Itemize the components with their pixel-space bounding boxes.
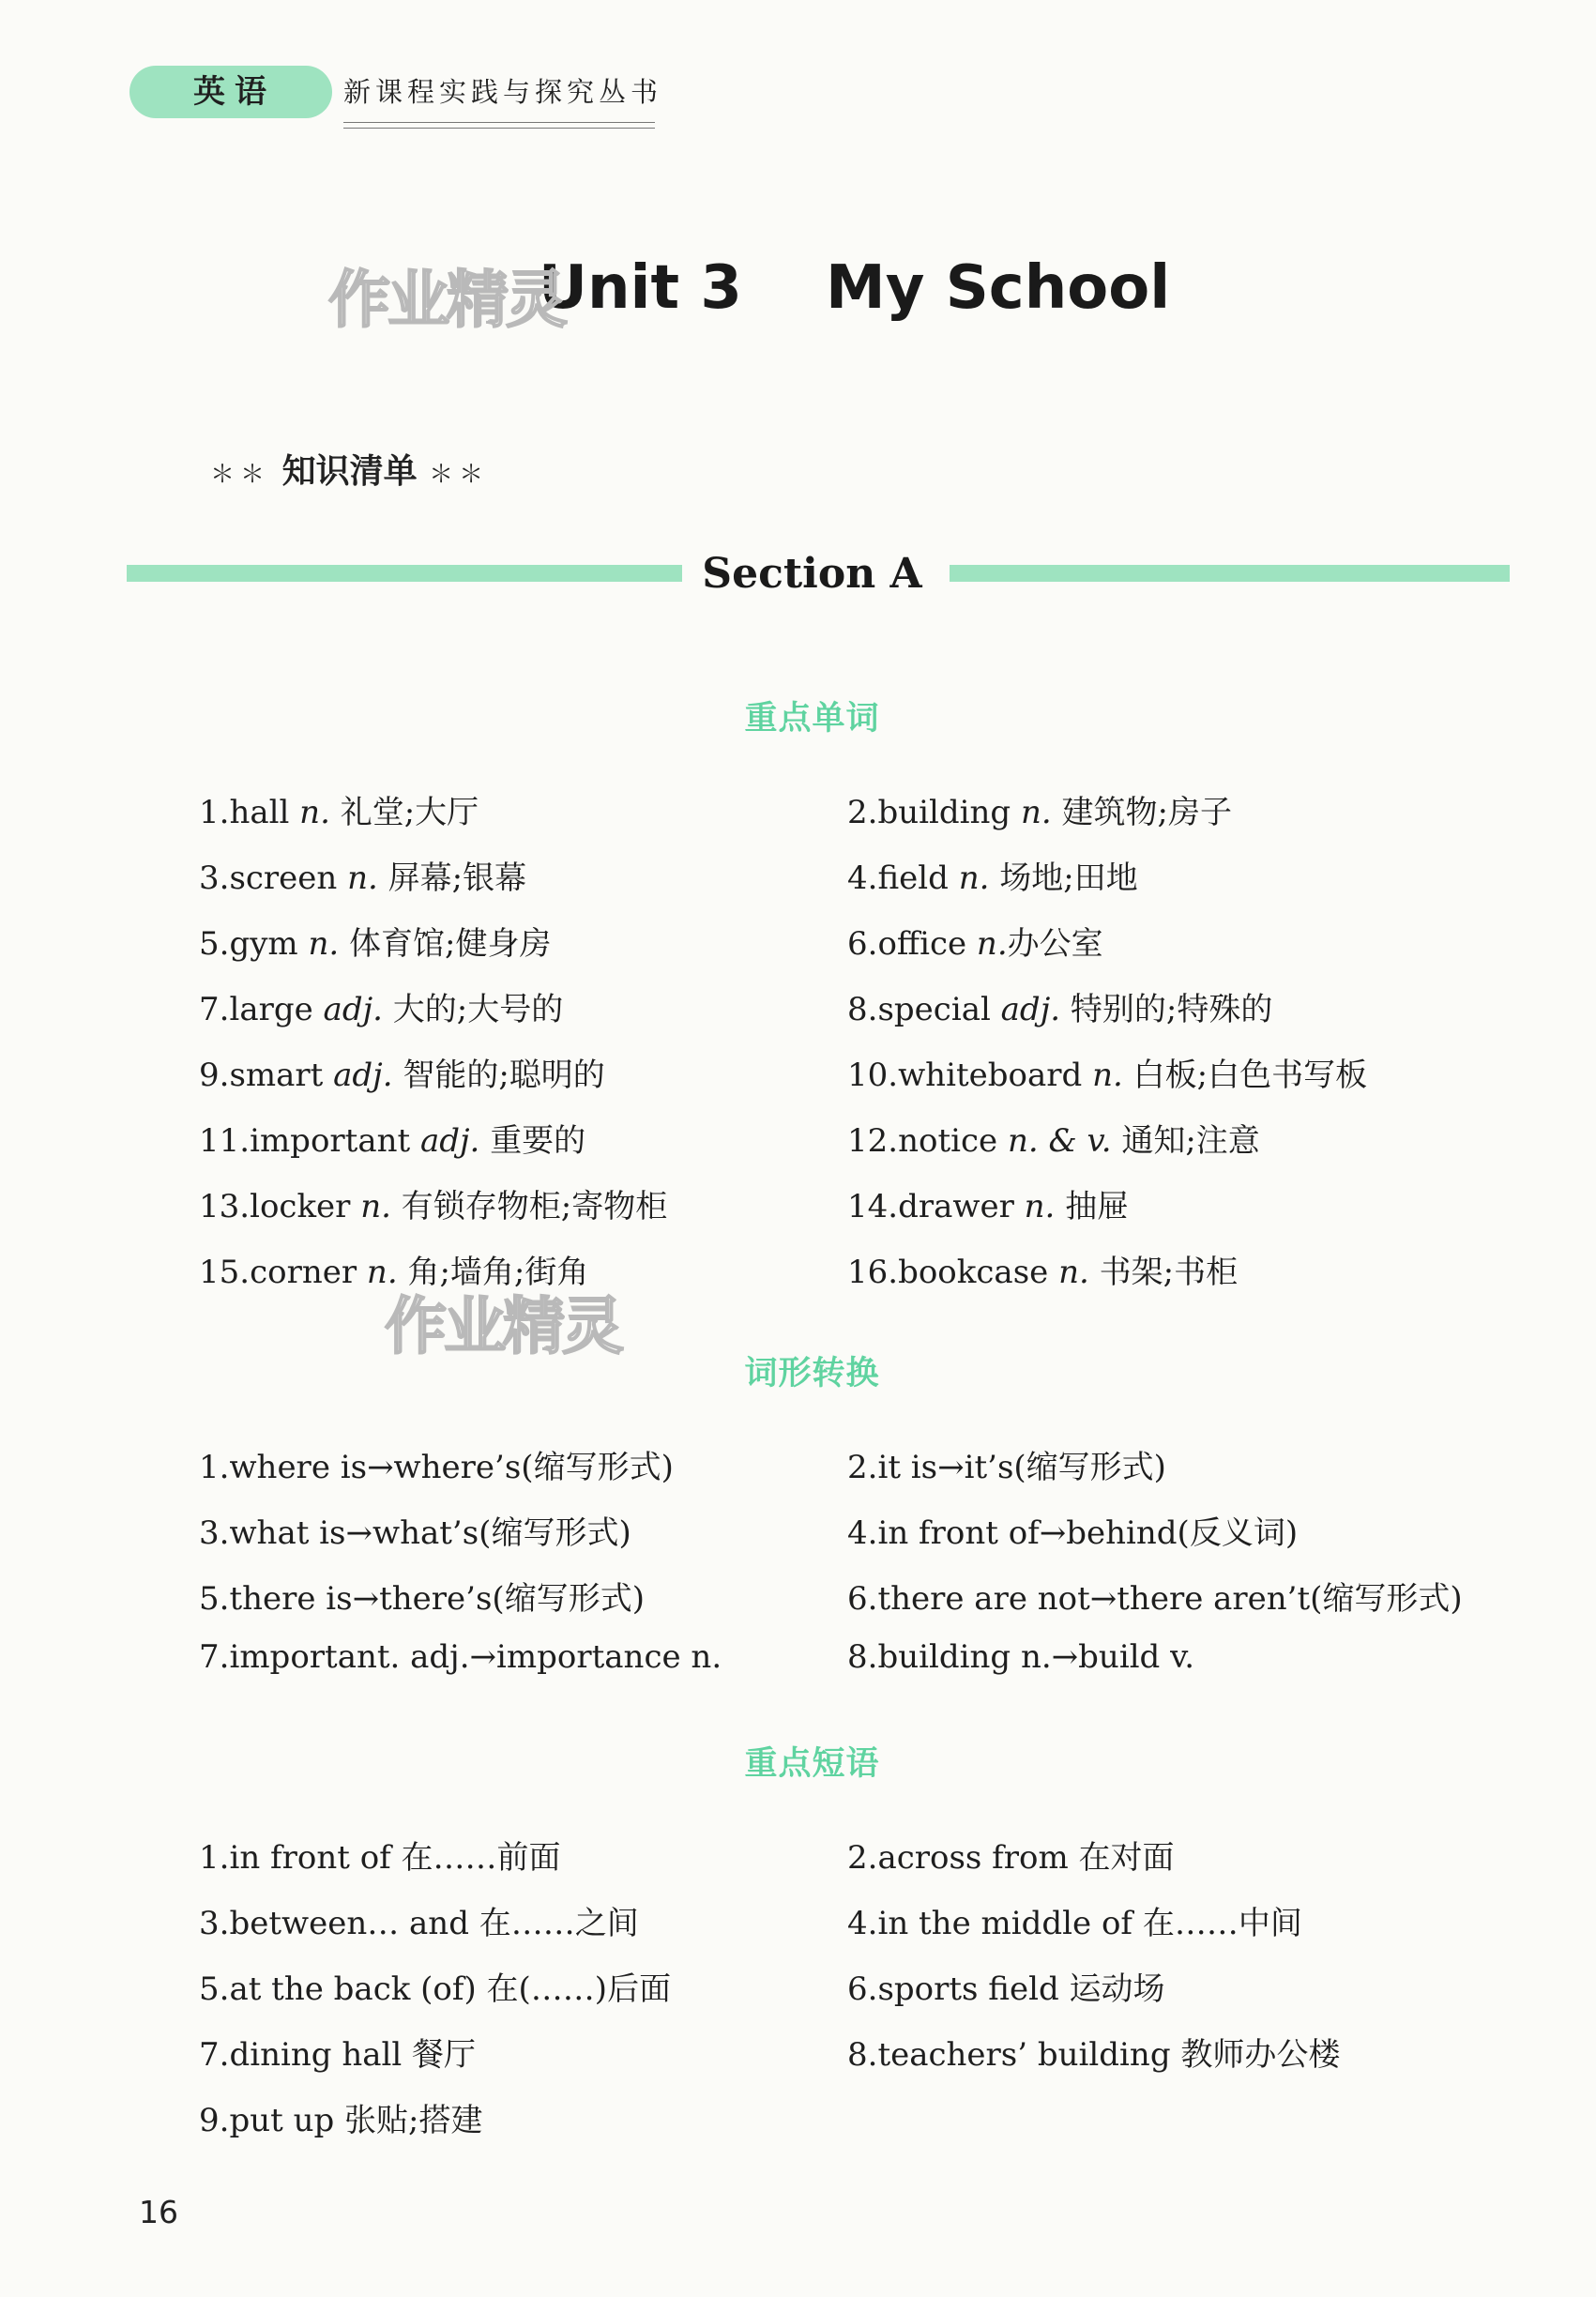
phrase-item: 9.put up 张贴;搭建 bbox=[199, 2102, 483, 2139]
decor-stars-left: ＊＊ bbox=[210, 461, 271, 489]
page-number: 16 bbox=[139, 2194, 178, 2230]
word-form-item: 4.in front of→behind(反义词) bbox=[847, 1514, 1299, 1552]
word-item: 4.field n. 场地;田地 bbox=[847, 859, 1138, 897]
knowledge-checklist-label bbox=[210, 445, 489, 493]
word-item: 5.gym n. 体育馆;健身房 bbox=[199, 925, 552, 963]
word-item: 9.smart adj. 智能的;聪明的 bbox=[199, 1057, 605, 1094]
word-item: 13.locker n. 有锁存物柜;寄物柜 bbox=[199, 1188, 668, 1225]
word-form-item: 7.important. adj.→importance n. bbox=[199, 1638, 722, 1676]
word-forms-heading: 词形转换 bbox=[744, 1355, 880, 1392]
phrase-item: 3.between… and 在……之间 bbox=[199, 1905, 639, 1942]
key-words-heading: 重点单词 bbox=[744, 700, 880, 738]
word-item: 15.corner n. 角;墙角;街角 bbox=[199, 1254, 589, 1291]
word-form-item: 2.it is→it’s(缩写形式) bbox=[847, 1449, 1166, 1486]
word-item: 11.important adj. 重要的 bbox=[199, 1122, 586, 1160]
word-item: 3.screen n. 屏幕;银幕 bbox=[199, 859, 527, 897]
word-item: 8.special adj. 特别的;特殊的 bbox=[847, 991, 1273, 1028]
word-form-item: 8.building n.→build v. bbox=[847, 1638, 1195, 1676]
section-title: Section A bbox=[702, 550, 922, 598]
phrase-item: 5.at the back (of) 在(……)后面 bbox=[199, 1970, 672, 2008]
decor-stars-right: ＊＊ bbox=[429, 461, 490, 489]
word-item: 1.hall n. 礼堂;大厅 bbox=[199, 794, 479, 831]
word-item: 14.drawer n. 抽屉 bbox=[847, 1188, 1130, 1225]
phrase-item: 7.dining hall 餐厅 bbox=[199, 2036, 477, 2074]
word-item: 12.notice n. & v. 通知;注意 bbox=[847, 1122, 1260, 1160]
word-item: 10.whiteboard n. 白板;白色书写板 bbox=[847, 1057, 1368, 1094]
word-form-item: 5.there is→there’s(缩写形式) bbox=[199, 1580, 645, 1618]
unit-title: Unit 3 My School bbox=[539, 253, 1171, 323]
watermark: 作业精灵 bbox=[328, 264, 565, 336]
phrase-item: 4.in the middle of 在……中间 bbox=[847, 1905, 1302, 1942]
phrase-item: 2.across from 在对面 bbox=[847, 1839, 1175, 1877]
word-item: 6.office n.办公室 bbox=[847, 925, 1103, 963]
word-form-item: 6.there are not→there aren’t(缩写形式) bbox=[847, 1580, 1463, 1618]
word-item: 16.bookcase n. 书架;书柜 bbox=[847, 1254, 1239, 1291]
key-phrases-heading: 重点短语 bbox=[744, 1745, 880, 1783]
checklist-text: 知识清单 bbox=[281, 451, 418, 491]
series-title: 新课程实践与探究丛书 bbox=[343, 76, 663, 108]
word-item: 7.large adj. 大的;大号的 bbox=[199, 991, 564, 1028]
word-item: 2.building n. 建筑物;房子 bbox=[847, 794, 1232, 831]
header-rule-bottom bbox=[343, 128, 655, 129]
phrase-item: 6.sports field 运动场 bbox=[847, 1970, 1165, 2008]
watermark: 作业精灵 bbox=[385, 1290, 621, 1362]
phrase-item: 1.in front of 在……前面 bbox=[199, 1839, 561, 1877]
word-form-item: 3.what is→what’s(缩写形式) bbox=[199, 1514, 631, 1552]
word-form-item: 1.where is→where’s(缩写形式) bbox=[199, 1449, 674, 1486]
phrase-item: 8.teachers’ building 教师办公楼 bbox=[847, 2036, 1341, 2074]
header-rule-top bbox=[343, 122, 655, 123]
subject-badge: 英语 bbox=[129, 66, 332, 118]
